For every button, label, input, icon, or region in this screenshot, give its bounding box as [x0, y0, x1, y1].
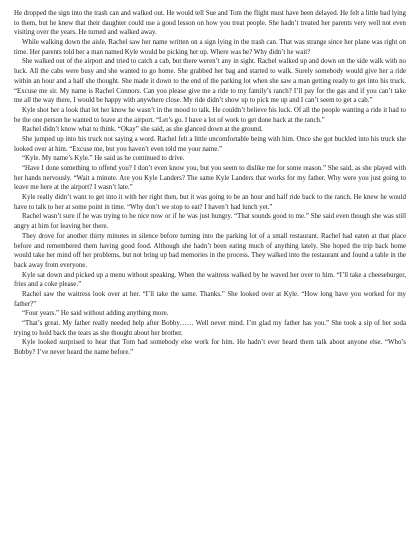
paragraph-9: Kyle really didn’t want to get into it with her right then, but it was going to be an hour and half ride back to the ranch. He knew he would have to talk to her at some point in time. “Why don’t we stop to eat? I haven’t had lunch yet.”: [14, 194, 406, 211]
paragraph-12: Kyle sat down and picked up a menu without speaking. When the waitress walked by he waved her over to him. “I’ll take a cheeseburger, fries and a coke please.”: [14, 271, 406, 289]
paragraph-8: “Have I done something to offend you? I don’t even know you, but you seem to dislike me for some reason.” She said, as she played with her hands nervously. “Wait a minute. Are you Kyle Landers? The same Kyle Landers that works for my father. Why were you just going to leave me here at the airport? I wasn’t late.”: [14, 165, 406, 192]
paragraph-10: Rachel wasn’t sure if he was trying to be nice now or if he was just hungry. “That sounds good to me.” She said even though she was still angry at him for leaving her there.: [14, 213, 406, 231]
paragraph-11: They drove for another thirty minutes in silence before turning into the parking lot of a small restaurant. Rachel had eaten at that place before and remembered them having good food. Although she hadn’t been eating much of anything lately. She hoped the trip back home would take her mind off her problems, but not bring up bad memories in the process. They walked into the restaurant and found a table in the back away from everyone.: [14, 232, 406, 269]
paragraph-13: Rachel saw the waitress look over at her. “I’ll take the same. Thanks.” She looked over at Kyle. “How long have you worked for my father?”: [14, 290, 406, 308]
paragraph-3: She walked out of the airport and tried to catch a cab, but there weren’t any in sight. Rachel walked up and down on the side walk with no luck. All the cabs were busy and she wanted to go home. She grabbed her bag and started to walk. Surely somebody would give her a ride within an hour and a half she thought. She made it down to the end of the parking lot when she saw a man getting ready to get into his truck. “Excuse me sir. My name is Rachel Connors. Can you please give me a ride to my family’s ranch? I’ll pay for the gas and if you can’t take me all the way there, I would be happy with anywhere close. My ride didn’t show up to pick me up and I can’t seem to get a cab.”: [14, 58, 406, 105]
paragraph-7: “Kyle. My name’s Kyle.” He said as he continued to drive.: [22, 155, 185, 163]
paragraph-5: Rachel didn’t know what to think. “Okay” she said, as she glanced down at the ground.: [22, 126, 263, 134]
paragraph-15: “That’s great. My father really needed help after Bobby…… Well never mind. I’m glad my father has you.” She took a sip of her soda trying to hold back the tears as she thought about her brother.: [14, 320, 406, 337]
paragraph-14: “Four years.” He said without adding anything more.: [22, 310, 169, 318]
paragraph-6: She jumped up into his truck not saying a word. Rachel felt a little uncomfortable being with him. Once she got buckled into his truck she looked over at him. “Excuse me, but you haven’t even told me your name.”: [14, 135, 406, 153]
paragraph-16: Kyle looked surprised to hear that Tom had somebody else work for him. He hadn’t ever heard them talk about anyone else. “Who’s Bobby? I’ve never heard the name before.”: [14, 339, 406, 357]
paragraph-1: He dropped the sign into the trash can and walked out. He would tell Sue and Tom the flight must have been delayed. He felt a little bad lying to them, but he knew that their daughter could use a good lesson on how you treat people. She hadn’t treated her parents very well not even visiting over the years. He turned and walked away.: [14, 10, 406, 37]
paragraph-2: While walking down the aisle, Rachel saw her name written on a sign lying in the trash can. That was strange since her plane was right on time. Her parents told her a man named Kyle would be picking her up. Where was he? Why didn’t he wait?: [14, 39, 406, 56]
paragraph-4: Kyle shot her a look that let her know he wasn’t in the mood to talk. He couldn’t believe his luck. Of all the people wanting a ride it had to be the one person he wanted to leave at the airport. “Let’s go. I have a lot of work to get done back at the ranch.”: [14, 106, 406, 124]
